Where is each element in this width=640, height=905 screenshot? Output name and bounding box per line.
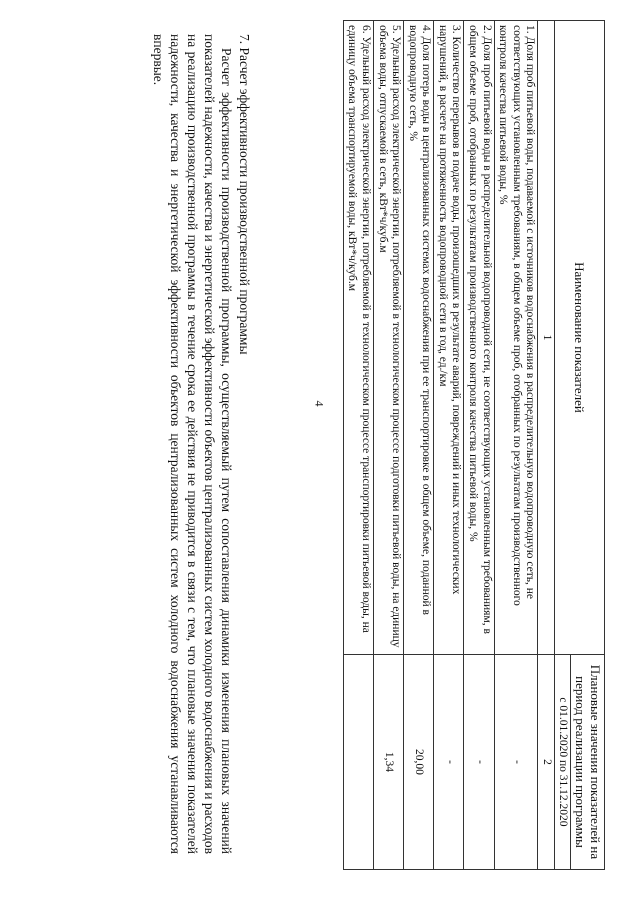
table-row <box>434 21 464 870</box>
column-number-2: 2 <box>538 654 555 869</box>
header-period: с 01.01.2020 по 31.12.2020 <box>554 654 571 869</box>
table-row <box>404 21 434 870</box>
indicator-name: 5. Удельный расход электрической энергии, потребляемой в технологическом процессе подготовки питьевой воды, на единицу объема воды, отпускаемой в сеть, кВт*ч/куб.м <box>374 21 404 655</box>
section-title: 7. Расчет эффективности производственной программы <box>237 34 252 355</box>
efficiency-section <box>150 34 252 854</box>
table-row <box>343 21 373 870</box>
indicator-value: 1,34 <box>374 654 404 869</box>
page-number: 4 <box>312 400 327 407</box>
table-header-row <box>571 21 605 870</box>
indicators-table <box>343 20 605 870</box>
column-number-1: 1 <box>538 21 555 655</box>
rotated-content <box>90 20 605 870</box>
indicator-value: - <box>494 654 538 869</box>
indicator-value: - <box>434 654 464 869</box>
header-planned-values: Плановые значения показателей на период реализации программы <box>571 654 605 869</box>
table-row <box>464 21 494 870</box>
section-body: Расчет эффективности производственной программы, осуществляемый путем сопоставления динамики изменения плановых значений показателей надежности, качества и энергетической эффективности объектов централизованных систем холодного водоснабжения и расходов на реализацию производственной программы в течение срока ее действия не приводится в связи с тем, что плановые значения показателей надежности, качества и энергетической эффективности объектов централизованных систем холодного водоснабжения устанавливаются впервые. <box>151 34 234 854</box>
table-row <box>494 21 538 870</box>
indicator-name: 3. Количество перерывов в подаче воды, произошедших в результате аварий, повреждений и иных технологических нарушений, в расчете на протяженность водопроводной сети в год, ед./км <box>434 21 464 655</box>
indicator-name: 4. Доля потерь воды в централизованных системах водоснабжения при ее транспортировке в общем объеме, поданной в водопроводную сеть, % <box>404 21 434 655</box>
indicator-name: 1. Доля проб питьевой воды, подаваемой с источников водоснабжения в распределительную водопроводную сеть, не соответствующих установленным требованиям, в общем объеме проб, отобранных по результатам производственного контроля качества питьевой воды, % <box>494 21 538 655</box>
indicator-name: 2. Доля проб питьевой воды в распределительной водопроводной сети, не соответствующих установленным требованиям, в общем объеме проб, отобранных по результатам производственного контроля качества питьевой воды, % <box>464 21 494 655</box>
table-colnum-row <box>538 21 555 870</box>
indicator-name: 6. Удельный расход электрической энергии, потребляемой в технологическом процессе транспортировки питьевой воды, на единицу объема транспортируемой воды, кВт*ч/куб.м <box>343 21 373 655</box>
table-row <box>374 21 404 870</box>
indicator-value: - <box>464 654 494 869</box>
indicator-value <box>343 654 373 869</box>
header-indicator-name: Наименование показателей <box>554 21 604 655</box>
indicator-value: 20,00 <box>404 654 434 869</box>
